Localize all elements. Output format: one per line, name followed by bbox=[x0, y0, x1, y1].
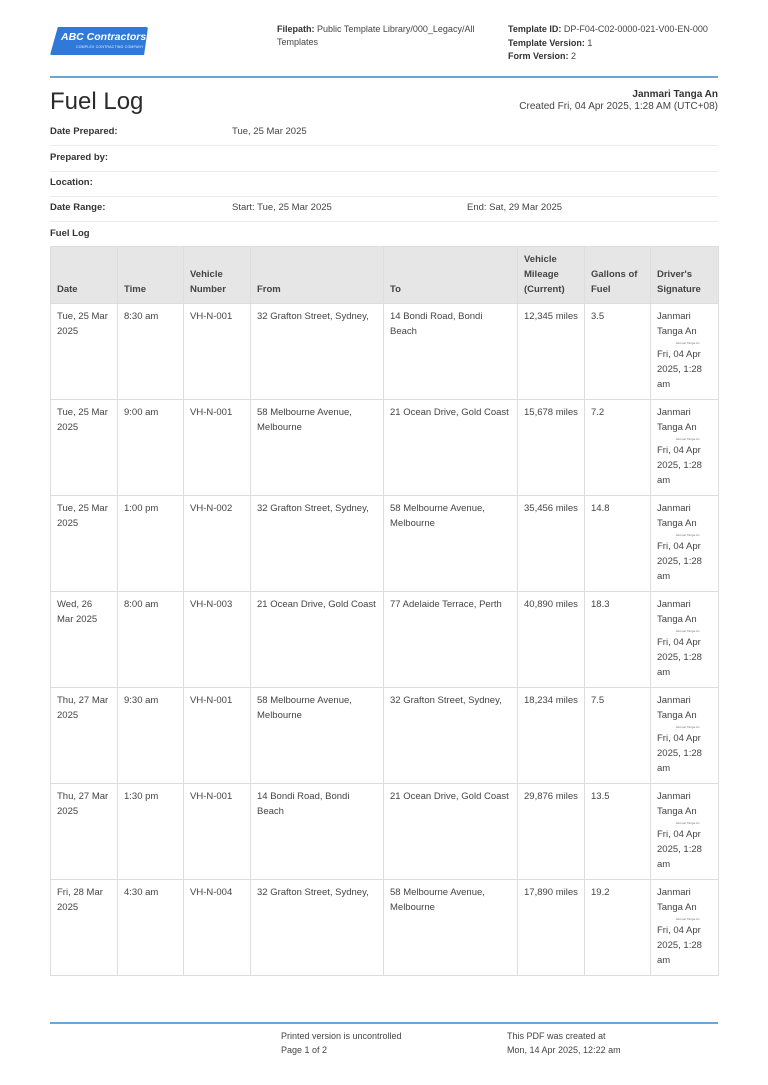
filepath-label: Filepath: bbox=[277, 24, 315, 34]
cell-time: 9:30 am bbox=[118, 688, 184, 784]
column-header-to: To bbox=[384, 247, 518, 304]
cell-mileage: 18,234 miles bbox=[518, 688, 585, 784]
cell-mileage: 40,890 miles bbox=[518, 592, 585, 688]
cell-date: Wed, 26 Mar 2025 bbox=[51, 592, 118, 688]
cell-signature bbox=[651, 592, 719, 688]
signer-name: Janmari Tanga An bbox=[657, 311, 697, 337]
cell-vehicle: VH-N-001 bbox=[184, 784, 251, 880]
signature-image: Janmari Tanga An bbox=[675, 341, 700, 345]
cell-time: 8:30 am bbox=[118, 304, 184, 400]
cell-mileage: 29,876 miles bbox=[518, 784, 585, 880]
cell-from: 21 Ocean Drive, Gold Coast bbox=[251, 592, 384, 688]
template-meta bbox=[508, 23, 728, 64]
cell-to: 21 Ocean Drive, Gold Coast bbox=[384, 400, 518, 496]
fuel-log-section-label: Fuel Log bbox=[50, 228, 90, 239]
cell-time: 8:00 am bbox=[118, 592, 184, 688]
template-id-value: DP-F04-C02-0000-021-V00-EN-000 bbox=[563, 24, 708, 34]
signed-at: Fri, 04 Apr 2025, 1:28 am bbox=[657, 349, 702, 390]
table-row bbox=[51, 592, 719, 688]
signer-name: Janmari Tanga An bbox=[657, 407, 697, 433]
cell-date: Tue, 25 Mar 2025 bbox=[51, 304, 118, 400]
template-version-line bbox=[508, 37, 728, 51]
signature-image: Janmari Tanga An bbox=[675, 821, 700, 825]
cell-mileage: 17,890 miles bbox=[518, 880, 585, 976]
signer-name: Janmari Tanga An bbox=[657, 695, 697, 721]
signed-at: Fri, 04 Apr 2025, 1:28 am bbox=[657, 637, 702, 678]
cell-signature bbox=[651, 880, 719, 976]
pdf-created-at: Mon, 14 Apr 2025, 12:22 am bbox=[507, 1044, 621, 1055]
cell-gallons: 19.2 bbox=[585, 880, 651, 976]
signed-at: Fri, 04 Apr 2025, 1:28 am bbox=[657, 829, 702, 870]
template-id-line bbox=[508, 23, 728, 37]
column-header-date: Date bbox=[51, 247, 118, 304]
date-prepared-label: Date Prepared: bbox=[50, 126, 118, 137]
column-header-from: From bbox=[251, 247, 384, 304]
location-label: Location: bbox=[50, 177, 93, 188]
footer-print-info bbox=[281, 1030, 402, 1057]
cell-vehicle: VH-N-001 bbox=[184, 688, 251, 784]
created-timestamp: Created Fri, 04 Apr 2025, 1:28 AM (UTC+08) bbox=[519, 101, 718, 112]
template-id-label: Template ID: bbox=[508, 24, 562, 34]
table-row bbox=[51, 880, 719, 976]
prepared-by-label: Prepared by: bbox=[50, 152, 109, 163]
date-prepared-value: Tue, 25 Mar 2025 bbox=[232, 126, 307, 137]
cell-gallons: 13.5 bbox=[585, 784, 651, 880]
cell-gallons: 3.5 bbox=[585, 304, 651, 400]
form-version-value: 2 bbox=[571, 51, 577, 61]
signer-name: Janmari Tanga An bbox=[657, 887, 697, 913]
cell-time: 1:00 pm bbox=[118, 496, 184, 592]
cell-vehicle: VH-N-003 bbox=[184, 592, 251, 688]
template-version-value: 1 bbox=[587, 37, 593, 48]
cell-signature bbox=[651, 304, 719, 400]
signer-name: Janmari Tanga An bbox=[657, 503, 697, 529]
logo-subtitle: COMPLEX CONTRACTING COMPANY bbox=[76, 45, 144, 49]
cell-date: Thu, 27 Mar 2025 bbox=[51, 688, 118, 784]
cell-to: 32 Grafton Street, Sydney, bbox=[384, 688, 518, 784]
cell-date: Tue, 25 Mar 2025 bbox=[51, 496, 118, 592]
page-header bbox=[0, 0, 768, 75]
signed-at: Fri, 04 Apr 2025, 1:28 am bbox=[657, 541, 702, 582]
cell-to: 58 Melbourne Avenue, Melbourne bbox=[384, 496, 518, 592]
company-logo bbox=[50, 27, 148, 55]
signature-image: Janmari Tanga An bbox=[675, 629, 700, 633]
signature-image: Janmari Tanga An bbox=[675, 437, 700, 441]
signed-at: Fri, 04 Apr 2025, 1:28 am bbox=[657, 925, 702, 966]
column-header-gallons: Gallons of Fuel bbox=[585, 247, 651, 304]
cell-time: 4:30 am bbox=[118, 880, 184, 976]
author-name: Janmari Tanga An bbox=[632, 89, 718, 100]
cell-signature bbox=[651, 688, 719, 784]
cell-to: 58 Melbourne Avenue, Melbourne bbox=[384, 880, 518, 976]
cell-gallons: 7.2 bbox=[585, 400, 651, 496]
header-divider bbox=[50, 76, 718, 78]
cell-to: 77 Adelaide Terrace, Perth bbox=[384, 592, 518, 688]
signer-name: Janmari Tanga An bbox=[657, 599, 697, 625]
cell-time: 1:30 pm bbox=[118, 784, 184, 880]
page-number: Page 1 of 2 bbox=[281, 1044, 328, 1055]
cell-gallons: 18.3 bbox=[585, 592, 651, 688]
cell-vehicle: VH-N-001 bbox=[184, 304, 251, 400]
cell-gallons: 14.8 bbox=[585, 496, 651, 592]
cell-date: Thu, 27 Mar 2025 bbox=[51, 784, 118, 880]
cell-signature bbox=[651, 400, 719, 496]
cell-vehicle: VH-N-001 bbox=[184, 400, 251, 496]
template-version-label: Template Version: bbox=[508, 37, 585, 48]
footer-pdf-info bbox=[507, 1030, 621, 1057]
cell-mileage: 35,456 miles bbox=[518, 496, 585, 592]
signed-at: Fri, 04 Apr 2025, 1:28 am bbox=[657, 733, 702, 774]
date-range-label: Date Range: bbox=[50, 202, 106, 213]
cell-mileage: 12,345 miles bbox=[518, 304, 585, 400]
cell-to: 21 Ocean Drive, Gold Coast bbox=[384, 784, 518, 880]
cell-date: Fri, 28 Mar 2025 bbox=[51, 880, 118, 976]
signed-at: Fri, 04 Apr 2025, 1:28 am bbox=[657, 445, 702, 486]
cell-from: 58 Melbourne Avenue, Melbourne bbox=[251, 400, 384, 496]
cell-vehicle: VH-N-002 bbox=[184, 496, 251, 592]
column-header-mileage: Vehicle Mileage (Current) bbox=[518, 247, 585, 304]
column-header-signature: Driver's Signature bbox=[651, 247, 719, 304]
table-row bbox=[51, 784, 719, 880]
info-row-date-range bbox=[50, 197, 718, 222]
info-row-date-prepared bbox=[50, 121, 718, 146]
signer-name: Janmari Tanga An bbox=[657, 791, 697, 817]
table-row bbox=[51, 400, 719, 496]
cell-mileage: 15,678 miles bbox=[518, 400, 585, 496]
table-row bbox=[51, 496, 719, 592]
table-header-row bbox=[51, 247, 719, 304]
page-title: Fuel Log bbox=[50, 88, 144, 115]
cell-vehicle: VH-N-004 bbox=[184, 880, 251, 976]
footer-divider bbox=[50, 1022, 718, 1024]
table-row bbox=[51, 304, 719, 400]
date-range-start: Start: Tue, 25 Mar 2025 bbox=[232, 202, 332, 213]
cell-date: Tue, 25 Mar 2025 bbox=[51, 400, 118, 496]
author-block bbox=[519, 89, 718, 113]
cell-signature bbox=[651, 496, 719, 592]
fuel-log-table bbox=[50, 246, 719, 976]
info-row-location bbox=[50, 172, 718, 197]
cell-from: 32 Grafton Street, Sydney, bbox=[251, 496, 384, 592]
cell-from: 58 Melbourne Avenue, Melbourne bbox=[251, 688, 384, 784]
cell-from: 32 Grafton Street, Sydney, bbox=[251, 880, 384, 976]
form-version-line bbox=[508, 50, 728, 64]
cell-from: 14 Bondi Road, Bondi Beach bbox=[251, 784, 384, 880]
cell-signature bbox=[651, 784, 719, 880]
signature-image: Janmari Tanga An bbox=[675, 725, 700, 729]
uncontrolled-notice: Printed version is uncontrolled bbox=[281, 1031, 402, 1041]
logo-title: ABC Contractors bbox=[61, 31, 147, 43]
filepath-meta bbox=[277, 23, 487, 49]
cell-to: 14 Bondi Road, Bondi Beach bbox=[384, 304, 518, 400]
table-row bbox=[51, 688, 719, 784]
info-row-prepared-by bbox=[50, 147, 718, 172]
form-version-label: Form Version: bbox=[508, 51, 569, 61]
column-header-time: Time bbox=[118, 247, 184, 304]
date-range-end: End: Sat, 29 Mar 2025 bbox=[467, 202, 563, 213]
column-header-vehicle-number: Vehicle Number bbox=[184, 247, 251, 304]
cell-from: 32 Grafton Street, Sydney, bbox=[251, 304, 384, 400]
signature-image: Janmari Tanga An bbox=[675, 917, 700, 921]
cell-time: 9:00 am bbox=[118, 400, 184, 496]
filepath-value: Public Template Library/000_Legacy/All Templates bbox=[277, 24, 475, 47]
signature-image: Janmari Tanga An bbox=[675, 533, 700, 537]
cell-gallons: 7.5 bbox=[585, 688, 651, 784]
pdf-created-label: This PDF was created at bbox=[507, 1031, 606, 1041]
